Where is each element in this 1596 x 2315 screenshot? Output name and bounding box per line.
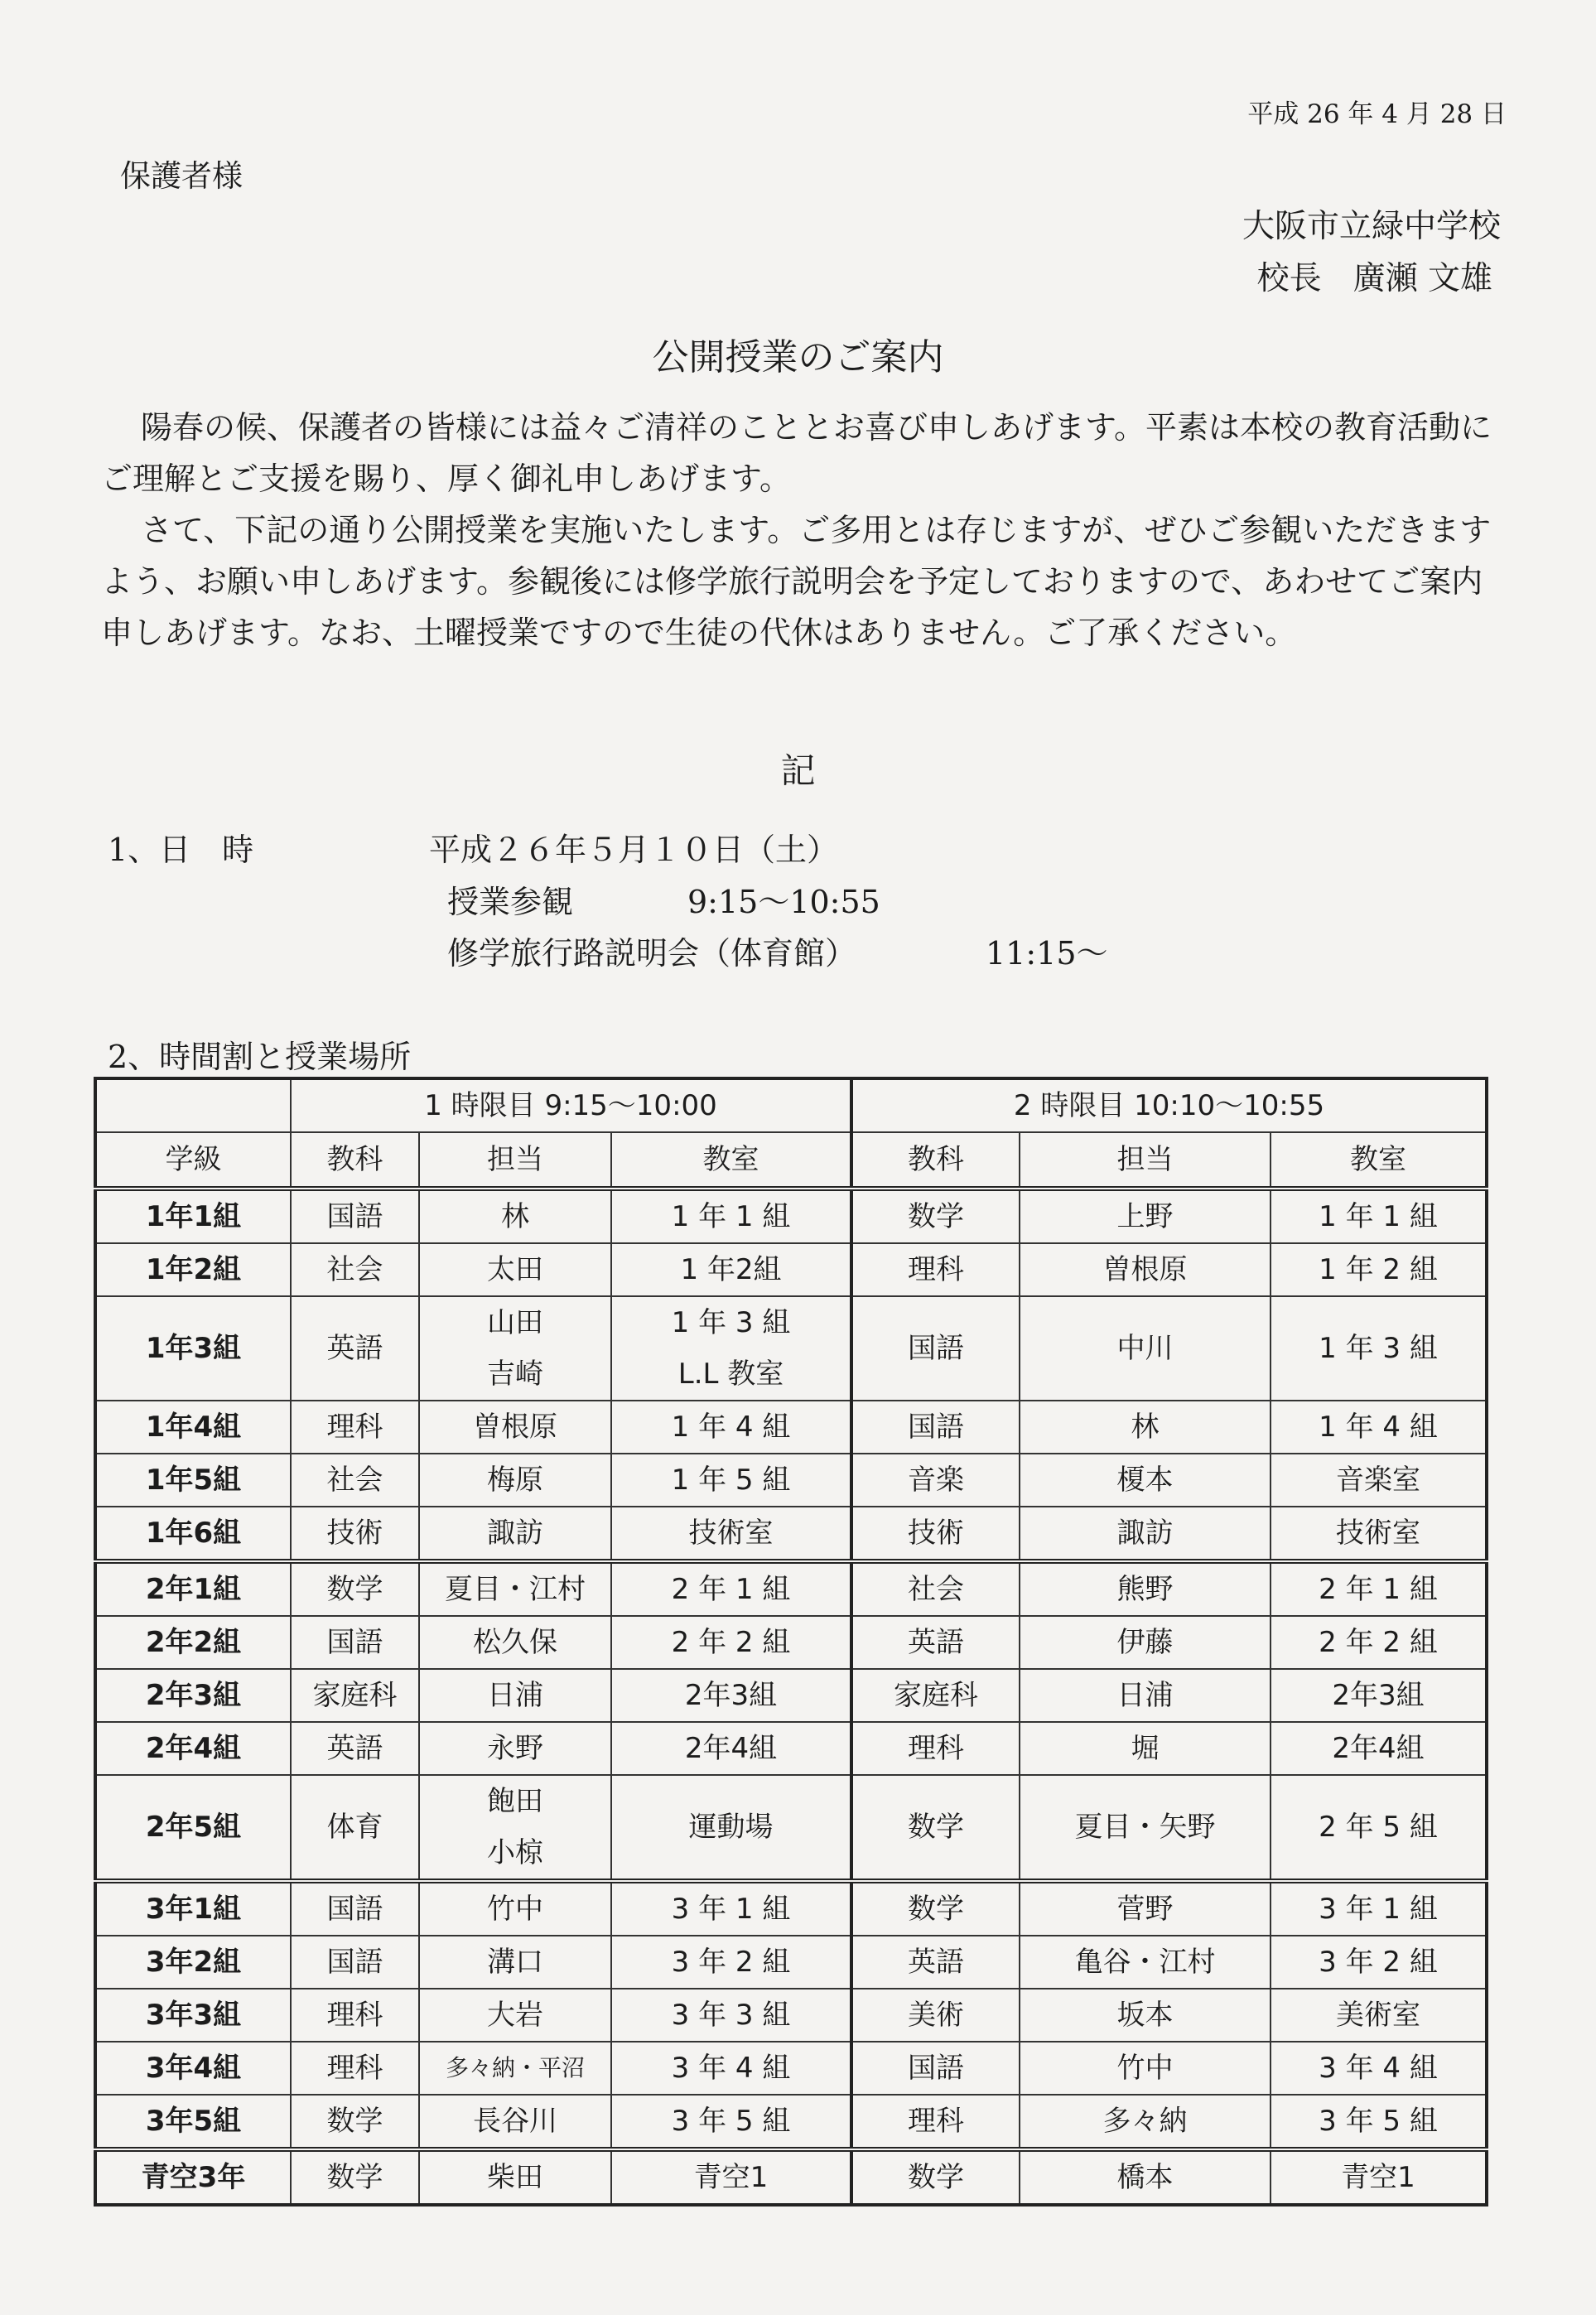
subject-1-cell: 国語	[291, 1881, 419, 1936]
table-row	[95, 1296, 1487, 1401]
subject-2-cell: 国語	[851, 1401, 1020, 1454]
room-1-cell	[611, 1775, 851, 1881]
table-row	[95, 1401, 1487, 1454]
event-date: 平成２６年５月１０日（土）	[429, 832, 839, 868]
room-1-cell	[611, 1936, 851, 1989]
teacher-2-cell: 諏訪	[1020, 1507, 1271, 1561]
class-cell: 1年3組	[95, 1296, 291, 1401]
table-row	[95, 1989, 1487, 2042]
teacher-name: 梅原	[487, 1464, 543, 1497]
teacher-name: 永野	[487, 1732, 543, 1765]
teacher-2-cell: 熊野	[1020, 1561, 1271, 1616]
teacher-name: 日浦	[487, 1679, 543, 1712]
subject-2-cell: 技術	[851, 1507, 1020, 1561]
room-name: 2 年 1 組	[671, 1573, 791, 1606]
room-2-cell: 青空1	[1271, 2149, 1487, 2205]
col-subject-1: 教科	[291, 1132, 419, 1189]
table-row	[95, 1561, 1487, 1616]
column-header-row	[95, 1132, 1487, 1189]
teacher-1-cell	[419, 1401, 611, 1454]
subject-2-cell: 数学	[851, 2149, 1020, 2205]
teacher-name: 松久保	[473, 1626, 557, 1659]
teacher-1-cell	[419, 1243, 611, 1296]
section1-label: 1、日 時	[108, 832, 254, 868]
room-1-cell	[611, 2095, 851, 2149]
room-2-cell: 美術室	[1271, 1989, 1487, 2042]
room-2-cell: 1 年 1 組	[1271, 1189, 1487, 1243]
room-1-cell	[611, 1401, 851, 1454]
room-name: 1 年 3 組	[671, 1306, 791, 1339]
room-2-cell: 1 年 3 組	[1271, 1296, 1487, 1401]
class-observation-label: 授業参観	[447, 884, 574, 920]
teacher-2-cell: 多々納	[1020, 2095, 1271, 2149]
class-cell: 3年4組	[95, 2042, 291, 2095]
subject-1-cell: 理科	[291, 1989, 419, 2042]
col-room-1: 教室	[611, 1132, 851, 1189]
teacher-1-cell	[419, 1561, 611, 1616]
room-name: 3 年 5 組	[671, 2105, 791, 2138]
period-header-row	[95, 1078, 1487, 1132]
teacher-1-cell	[419, 1189, 611, 1243]
teacher-1-cell	[419, 2095, 611, 2149]
col-class: 学級	[95, 1132, 291, 1189]
col-subject-2: 教科	[851, 1132, 1020, 1189]
period2-header: 2 時限目 10:10〜10:55	[851, 1078, 1487, 1132]
room-name: 1 年 4 組	[671, 1411, 791, 1444]
subject-1-cell: 数学	[291, 2095, 419, 2149]
subject-1-cell: 数学	[291, 1561, 419, 1616]
teacher-name: 山田	[487, 1306, 543, 1339]
subject-1-cell: 体育	[291, 1775, 419, 1881]
teacher-name: 飽田	[487, 1785, 543, 1818]
room-1-cell	[611, 1189, 851, 1243]
teacher-1-cell	[419, 2149, 611, 2205]
class-cell: 2年3組	[95, 1669, 291, 1722]
teacher-2-cell: 伊藤	[1020, 1616, 1271, 1669]
teacher-1-cell	[419, 1507, 611, 1561]
room-1-cell	[611, 1454, 851, 1507]
teacher-name: 竹中	[487, 1893, 543, 1926]
subject-2-cell: 国語	[851, 1296, 1020, 1401]
teacher-name: 夏目・江村	[445, 1573, 586, 1606]
room-2-cell: 1 年 4 組	[1271, 1401, 1487, 1454]
class-cell: 3年3組	[95, 1989, 291, 2042]
teacher-name: 林	[501, 1200, 529, 1233]
room-name: 運動場	[688, 1811, 774, 1844]
announcement-paragraph: さて、下記の通り公開授業を実施いたします。ご多用とは存じますが、ぜひご参観いただきますよう、お願い申しあげます。参観後には修学旅行説明会を予定しておりますので、あわせてご案内申しあげます。なお、土曜授業ですので生徒の代休はありません。ご了承ください。	[101, 512, 1492, 651]
teacher-2-cell: 中川	[1020, 1296, 1271, 1401]
room-1-cell	[611, 1507, 851, 1561]
class-cell: 1年5組	[95, 1454, 291, 1507]
subject-1-cell: 英語	[291, 1296, 419, 1401]
room-2-cell: 3 年 5 組	[1271, 2095, 1487, 2149]
table-row	[95, 1507, 1487, 1561]
principal-name: 廣瀬 文雄	[1353, 260, 1492, 297]
subject-2-cell: 理科	[851, 2095, 1020, 2149]
table-row	[95, 2149, 1487, 2205]
room-2-cell: 2年4組	[1271, 1722, 1487, 1775]
teacher-name: 柴田	[487, 2161, 543, 2194]
subject-1-cell: 国語	[291, 1616, 419, 1669]
teacher-2-cell: 坂本	[1020, 1989, 1271, 2042]
subject-1-cell: 英語	[291, 1722, 419, 1775]
teacher-2-cell: 亀谷・江村	[1020, 1936, 1271, 1989]
class-cell: 青空3年	[95, 2149, 291, 2205]
class-cell: 2年2組	[95, 1616, 291, 1669]
room-1-cell	[611, 2042, 851, 2095]
subject-2-cell: 数学	[851, 1881, 1020, 1936]
room-2-cell: 技術室	[1271, 1507, 1487, 1561]
class-cell: 1年1組	[95, 1189, 291, 1243]
col-teacher-1: 担当	[419, 1132, 611, 1189]
table-row	[95, 1454, 1487, 1507]
subject-2-cell: 社会	[851, 1561, 1020, 1616]
room-2-cell: 3 年 1 組	[1271, 1881, 1487, 1936]
subject-2-cell: 国語	[851, 2042, 1020, 2095]
table-row	[95, 1936, 1487, 1989]
room-name: 3 年 1 組	[671, 1893, 791, 1926]
room-1-cell	[611, 2149, 851, 2205]
table-row	[95, 2095, 1487, 2149]
teacher-2-cell: 堀	[1020, 1722, 1271, 1775]
section2-label: 2、時間割と授業場所	[108, 1039, 412, 1075]
subject-1-cell: 理科	[291, 1401, 419, 1454]
room-1-cell	[611, 1616, 851, 1669]
table-row	[95, 1189, 1487, 1243]
briefing-label: 修学旅行路説明会（体育館）	[447, 935, 857, 972]
teacher-2-cell: 林	[1020, 1401, 1271, 1454]
blank-header	[95, 1078, 291, 1132]
room-name: 1 年 1 組	[671, 1200, 791, 1233]
teacher-name: 太田	[487, 1253, 543, 1286]
subject-1-cell: 国語	[291, 1936, 419, 1989]
table-row	[95, 1243, 1487, 1296]
teacher-1-cell	[419, 1616, 611, 1669]
briefing-time: 11:15〜	[986, 935, 1108, 972]
principal-title: 校長	[1256, 260, 1322, 297]
greeting-paragraph: 陽春の候、保護者の皆様には益々ご清祥のこととお喜び申しあげます。平素は本校の教育活動にご理解とご支援を賜り、厚く御礼申しあげます。	[101, 409, 1492, 497]
principal	[1257, 253, 1492, 299]
teacher-name: 大岩	[487, 1999, 543, 2032]
subject-1-cell: 社会	[291, 1454, 419, 1507]
class-cell: 1年2組	[95, 1243, 291, 1296]
class-cell: 1年6組	[95, 1507, 291, 1561]
teacher-1-cell	[419, 1454, 611, 1507]
table-row	[95, 1775, 1487, 1881]
teacher-name: 諏訪	[487, 1517, 543, 1550]
teacher-2-cell: 曽根原	[1020, 1243, 1271, 1296]
teacher-2-cell: 榎本	[1020, 1454, 1271, 1507]
class-observation-time: 9:15〜10:55	[687, 884, 880, 920]
room-name: 3 年 4 組	[671, 2052, 791, 2085]
room-name: 3 年 2 組	[671, 1946, 791, 1979]
subject-1-cell: 数学	[291, 2149, 419, 2205]
room-1-cell	[611, 1296, 851, 1401]
room-name: 青空1	[693, 2161, 769, 2194]
teacher-2-cell: 上野	[1020, 1189, 1271, 1243]
class-cell: 1年4組	[95, 1401, 291, 1454]
class-cell: 3年2組	[95, 1936, 291, 1989]
room-1-cell	[611, 1243, 851, 1296]
room-name: 技術室	[688, 1517, 774, 1550]
teacher-1-cell	[419, 1989, 611, 2042]
subject-1-cell: 社会	[291, 1243, 419, 1296]
teacher-1-cell	[419, 1669, 611, 1722]
room-1-cell	[611, 1722, 851, 1775]
subject-2-cell: 美術	[851, 1989, 1020, 2042]
room-name: 2年3組	[684, 1679, 778, 1712]
school-name: 大阪市立緑中学校	[1242, 208, 1501, 245]
teacher-2-cell: 夏目・矢野	[1020, 1775, 1271, 1881]
room-name: 2年4組	[684, 1732, 778, 1765]
class-cell: 2年1組	[95, 1561, 291, 1616]
teacher-1-cell	[419, 2042, 611, 2095]
document-date: 平成 26 年 4 月 28 日	[1247, 99, 1507, 129]
subject-1-cell: 技術	[291, 1507, 419, 1561]
class-cell: 2年4組	[95, 1722, 291, 1775]
period1-header: 1 時限目 9:15〜10:00	[291, 1078, 851, 1132]
teacher-2-cell: 日浦	[1020, 1669, 1271, 1722]
subject-1-cell: 家庭科	[291, 1669, 419, 1722]
teacher-name: 吉崎	[487, 1358, 543, 1391]
timetable	[94, 1077, 1488, 2206]
teacher-name: 多々納・平沼	[445, 2054, 585, 2081]
room-name: 1 年 5 組	[671, 1464, 791, 1497]
room-2-cell: 音楽室	[1271, 1454, 1487, 1507]
teacher-name: 溝口	[487, 1946, 543, 1979]
document-title: 公開授業のご案内	[652, 336, 944, 379]
teacher-1-cell	[419, 1722, 611, 1775]
body-text	[101, 402, 1509, 658]
teacher-1-cell	[419, 1881, 611, 1936]
subject-2-cell: 英語	[851, 1616, 1020, 1669]
subject-2-cell: 数学	[851, 1775, 1020, 1881]
subject-2-cell: 理科	[851, 1243, 1020, 1296]
table-row	[95, 1669, 1487, 1722]
subject-2-cell: 家庭科	[851, 1669, 1020, 1722]
room-name: 2 年 2 組	[671, 1626, 791, 1659]
room-1-cell	[611, 1989, 851, 2042]
subject-1-cell: 国語	[291, 1189, 419, 1243]
teacher-1-cell	[419, 1936, 611, 1989]
room-2-cell: 2 年 5 組	[1271, 1775, 1487, 1881]
teacher-name: 曽根原	[473, 1411, 557, 1444]
class-cell: 3年1組	[95, 1881, 291, 1936]
subject-2-cell: 音楽	[851, 1454, 1020, 1507]
col-teacher-2: 担当	[1020, 1132, 1271, 1189]
table-row	[95, 1722, 1487, 1775]
class-cell: 2年5組	[95, 1775, 291, 1881]
table-row	[95, 1616, 1487, 1669]
class-cell: 3年5組	[95, 2095, 291, 2149]
room-2-cell: 2 年 2 組	[1271, 1616, 1487, 1669]
room-1-cell	[611, 1669, 851, 1722]
room-name: 3 年 3 組	[671, 1999, 791, 2032]
subject-2-cell: 数学	[851, 1189, 1020, 1243]
teacher-1-cell	[419, 1775, 611, 1881]
room-2-cell: 3 年 4 組	[1271, 2042, 1487, 2095]
col-room-2: 教室	[1271, 1132, 1487, 1189]
room-1-cell	[611, 1881, 851, 1936]
teacher-2-cell: 橋本	[1020, 2149, 1271, 2205]
room-name: 1 年2組	[680, 1253, 782, 1286]
room-2-cell: 3 年 2 組	[1271, 1936, 1487, 1989]
teacher-name: 小椋	[487, 1836, 543, 1869]
table-row	[95, 2042, 1487, 2095]
table-row	[95, 1881, 1487, 1936]
room-2-cell: 2 年 1 組	[1271, 1561, 1487, 1616]
subject-2-cell: 英語	[851, 1936, 1020, 1989]
teacher-2-cell: 菅野	[1020, 1881, 1271, 1936]
room-name: L.L 教室	[677, 1358, 784, 1391]
subject-1-cell: 理科	[291, 2042, 419, 2095]
teacher-2-cell: 竹中	[1020, 2042, 1271, 2095]
room-1-cell	[611, 1561, 851, 1616]
teacher-name: 長谷川	[473, 2105, 557, 2138]
room-2-cell: 1 年 2 組	[1271, 1243, 1487, 1296]
room-2-cell: 2年3組	[1271, 1669, 1487, 1722]
addressee: 保護者様	[120, 158, 243, 194]
teacher-1-cell	[419, 1296, 611, 1401]
ki-heading: 記	[780, 750, 816, 791]
subject-2-cell: 理科	[851, 1722, 1020, 1775]
